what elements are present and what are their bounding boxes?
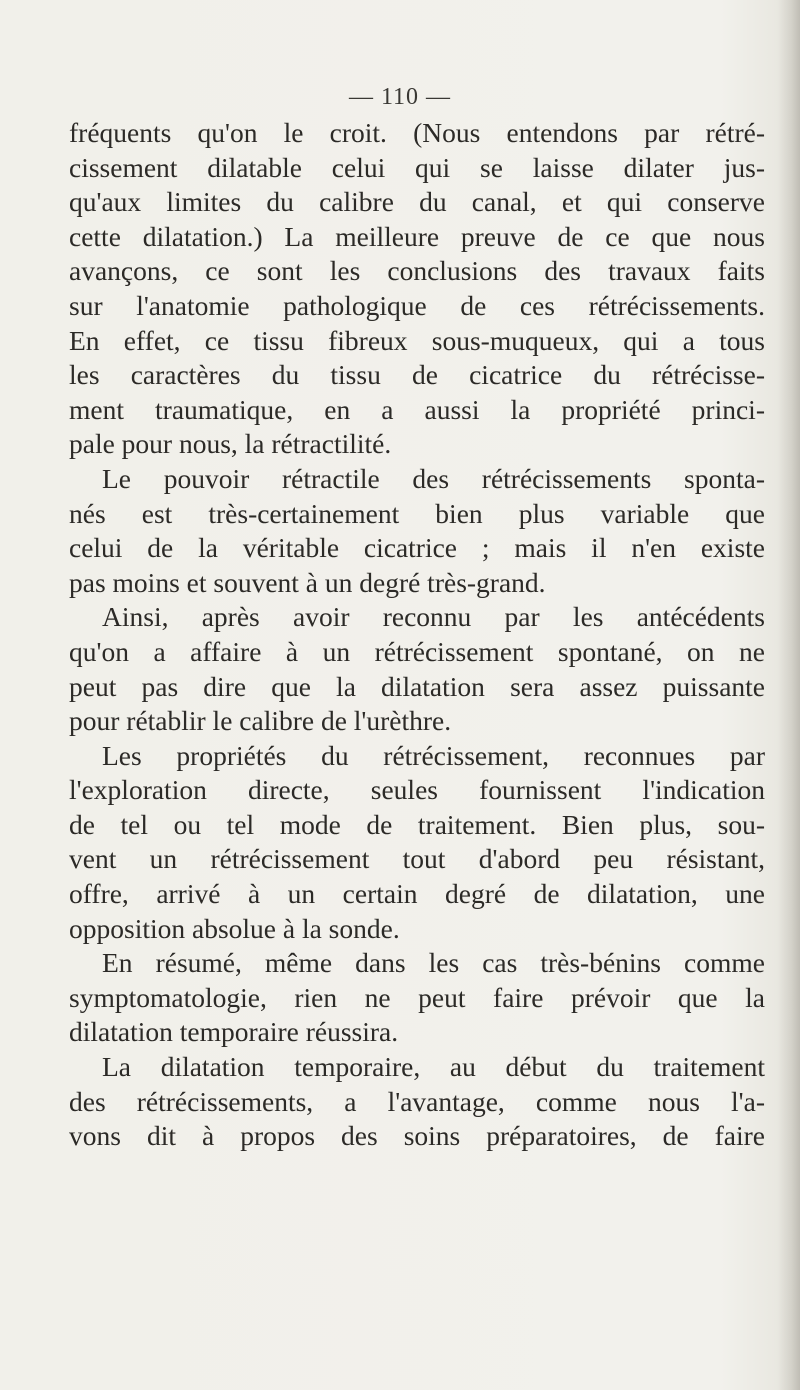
text-line: ment traumatique, en a aussi la propriété princi- — [69, 393, 765, 425]
text-line: des rétrécissements, a l'avantage, comme nous l'a- — [69, 1085, 765, 1117]
text-line: offre, arrivé à un certain degré de dilatation, une — [69, 878, 765, 910]
text-line: les caractères du tissu de cicatrice du rétrécisse- — [69, 359, 765, 391]
text-line: La dilatation temporaire, au début du traitement — [102, 1051, 765, 1083]
text-line: pale pour nous, la rétractilité. — [69, 428, 392, 460]
text-line: peut pas dire que la dilatation sera assez puissante — [69, 670, 765, 702]
text-line: vent un rétrécissement tout d'abord peu résistant, — [69, 843, 765, 875]
text-line: vons dit à propos des soins préparatoires, de faire — [69, 1120, 765, 1152]
text-line: Le pouvoir rétractile des rétrécissements sponta- — [102, 462, 765, 494]
text-line: dilatation temporaire réussira. — [69, 1016, 399, 1048]
page-edge-shadow — [778, 0, 800, 1390]
text-line: nés est très-certainement bien plus variable que — [69, 497, 765, 529]
text-line: pour rétablir le calibre de l'urèthre. — [69, 705, 452, 737]
text-line: opposition absolue à la sonde. — [69, 912, 400, 944]
text-line: sur l'anatomie pathologique de ces rétrécissements. — [69, 289, 765, 321]
text-line: cette dilatation.) La meilleure preuve de ce que nous — [69, 220, 765, 252]
text-line: l'exploration directe, seules fournissent l'indication — [69, 774, 765, 806]
text-line: Ainsi, après avoir reconnu par les antécédents — [102, 601, 765, 633]
page-number: — 110 — — [348, 84, 452, 110]
body-text — [69, 116, 765, 1154]
text-line: qu'aux limites du calibre du canal, et qui conserve — [69, 186, 765, 218]
text-line: Les propriétés du rétrécissement, reconnues par — [102, 739, 765, 771]
text-line: celui de la véritable cicatrice ; mais il n'en existe — [69, 532, 765, 564]
text-line: qu'on a affaire à un rétrécissement spontané, on ne — [69, 635, 765, 667]
text-line: En résumé, même dans les cas très-bénins comme — [102, 947, 765, 979]
text-line: fréquents qu'on le croit. (Nous entendons par rétré- — [69, 117, 765, 148]
text-line: avançons, ce sont les conclusions des travaux faits — [69, 255, 765, 287]
text-line: de tel ou tel mode de traitement. Bien plus, sou- — [69, 808, 765, 840]
text-line: cissement dilatable celui qui se laisse dilater jus- — [69, 151, 765, 183]
text-line: En effet, ce tissu fibreux sous-muqueux, qui a tous — [69, 324, 765, 356]
text-line: symptomatologie, rien ne peut faire prévoir que la — [69, 981, 765, 1013]
text-line: pas moins et souvent à un degré très-grand. — [69, 566, 546, 598]
